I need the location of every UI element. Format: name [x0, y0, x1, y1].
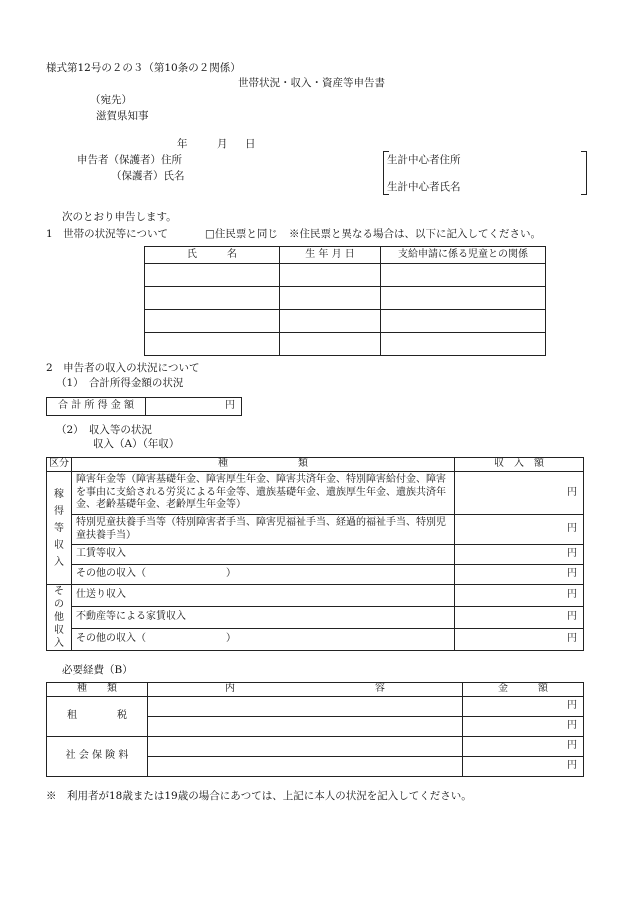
table-row: [145, 287, 546, 310]
table-row: [47, 737, 584, 757]
yen-unit: 円: [567, 611, 577, 623]
yen-unit: 円: [567, 589, 577, 601]
yen-unit: 円: [567, 700, 577, 712]
table-row: [47, 697, 584, 717]
table-row: [47, 472, 584, 515]
yen-unit: 円: [567, 740, 577, 752]
date-day-label: 日: [245, 138, 256, 150]
tax-label: 租 税: [47, 697, 148, 737]
total-income-label: 合 計 所 得 金 額: [47, 398, 146, 416]
yen-unit: 円: [567, 568, 577, 580]
income-table: [46, 457, 584, 651]
head-address-label: 生計中心者住所: [387, 154, 461, 166]
table-row: [47, 585, 584, 607]
col-name: 氏 名: [145, 247, 280, 264]
page-title: 世帯状況・収入・資産等申告書: [238, 77, 385, 89]
footnote: ※ 利用者が18歳または19歳の場合にあつては、上記に本人の状況を記入してください。: [46, 790, 472, 802]
date-month-label: 月: [217, 138, 228, 150]
section1-heading: 1 世帯の状況等について: [46, 228, 168, 240]
table-row: [47, 607, 584, 629]
form-number: 様式第12号の２の３（第10条の２関係）: [46, 62, 241, 74]
yen-unit: 円: [225, 400, 235, 412]
insurance-label: 社 会 保 険 料: [47, 737, 148, 777]
table-row: [47, 565, 584, 585]
income-type: その他の収入（ ）: [72, 629, 455, 651]
applicant-address-label: 申告者（保護者）住所: [77, 154, 182, 166]
income-a-title: 収入（A）（年収）: [93, 438, 180, 450]
addressee-label: （宛先）: [90, 94, 132, 106]
table-row: [145, 333, 546, 356]
intro-text: 次のとおり申告します。: [62, 211, 177, 223]
col-category: 区分: [47, 458, 72, 472]
section2-heading: 2 申告者の収入の状況について: [46, 362, 200, 374]
income-type: その他の収入（ ）: [72, 565, 455, 585]
col-type: 種 類: [72, 458, 455, 472]
yen-unit: 円: [567, 720, 577, 732]
expense-table: [46, 682, 584, 777]
date-year-label: 年: [177, 138, 188, 150]
col-relation: 支給申請に係る児童との関係: [381, 247, 546, 264]
group2-label: その他収入: [54, 586, 64, 649]
same-as-registry-checkbox[interactable]: □住民票と同じ: [205, 228, 278, 240]
table-row: [47, 545, 584, 565]
table-row: [145, 264, 546, 287]
col-expense-detail: 内 容: [148, 683, 463, 697]
table-row: [47, 515, 584, 545]
section2-sub1: （1） 合計所得金額の状況: [56, 377, 184, 389]
total-income-value[interactable]: [146, 398, 242, 416]
applicant-name-label: （保護者）氏名: [111, 170, 185, 182]
addressee: 滋賀県知事: [96, 110, 149, 122]
total-income-table: [46, 397, 242, 416]
section2-sub2: （2） 収入等の状況: [56, 424, 152, 436]
income-type: 特別児童扶養手当等（特別障害者手当、障害児福祉手当、経過的福祉手当、特別児童扶養手当）: [72, 515, 455, 545]
income-type: 仕送り収入: [72, 585, 455, 607]
col-expense-type: 種 類: [47, 683, 148, 697]
head-name-label: 生計中心者氏名: [387, 181, 461, 193]
table-row: [47, 629, 584, 651]
yen-unit: 円: [567, 548, 577, 560]
income-type: 障害年金等（障害基礎年金、障害厚生年金、障害共済年金、特別障害給付金、障害を事由に支給される労災による年金等、遺族基礎年金、遺族厚生年金、遺族共済年金、老齢基礎年金、老齢厚生年金等）: [72, 472, 455, 515]
head-bracket-right: [581, 151, 587, 195]
table-row: [145, 310, 546, 333]
income-type: 工賃等収入: [72, 545, 455, 565]
yen-unit: 円: [567, 523, 577, 535]
yen-unit: 円: [567, 633, 577, 645]
yen-unit: 円: [567, 486, 577, 498]
income-type: 不動産等による家賃収入: [72, 607, 455, 629]
col-birthdate: 生 年 月 日: [280, 247, 381, 264]
expense-b-title: 必要経費（B）: [62, 664, 133, 676]
yen-unit: 円: [567, 760, 577, 772]
section1-note: ※住民票と異なる場合は、以下に記入してください。: [289, 228, 541, 240]
household-table: [144, 246, 546, 356]
col-income-amount: 収 入 額: [455, 458, 584, 472]
group1-label: 稼得等収入: [54, 488, 64, 568]
col-expense-amount: 金 額: [463, 683, 584, 697]
